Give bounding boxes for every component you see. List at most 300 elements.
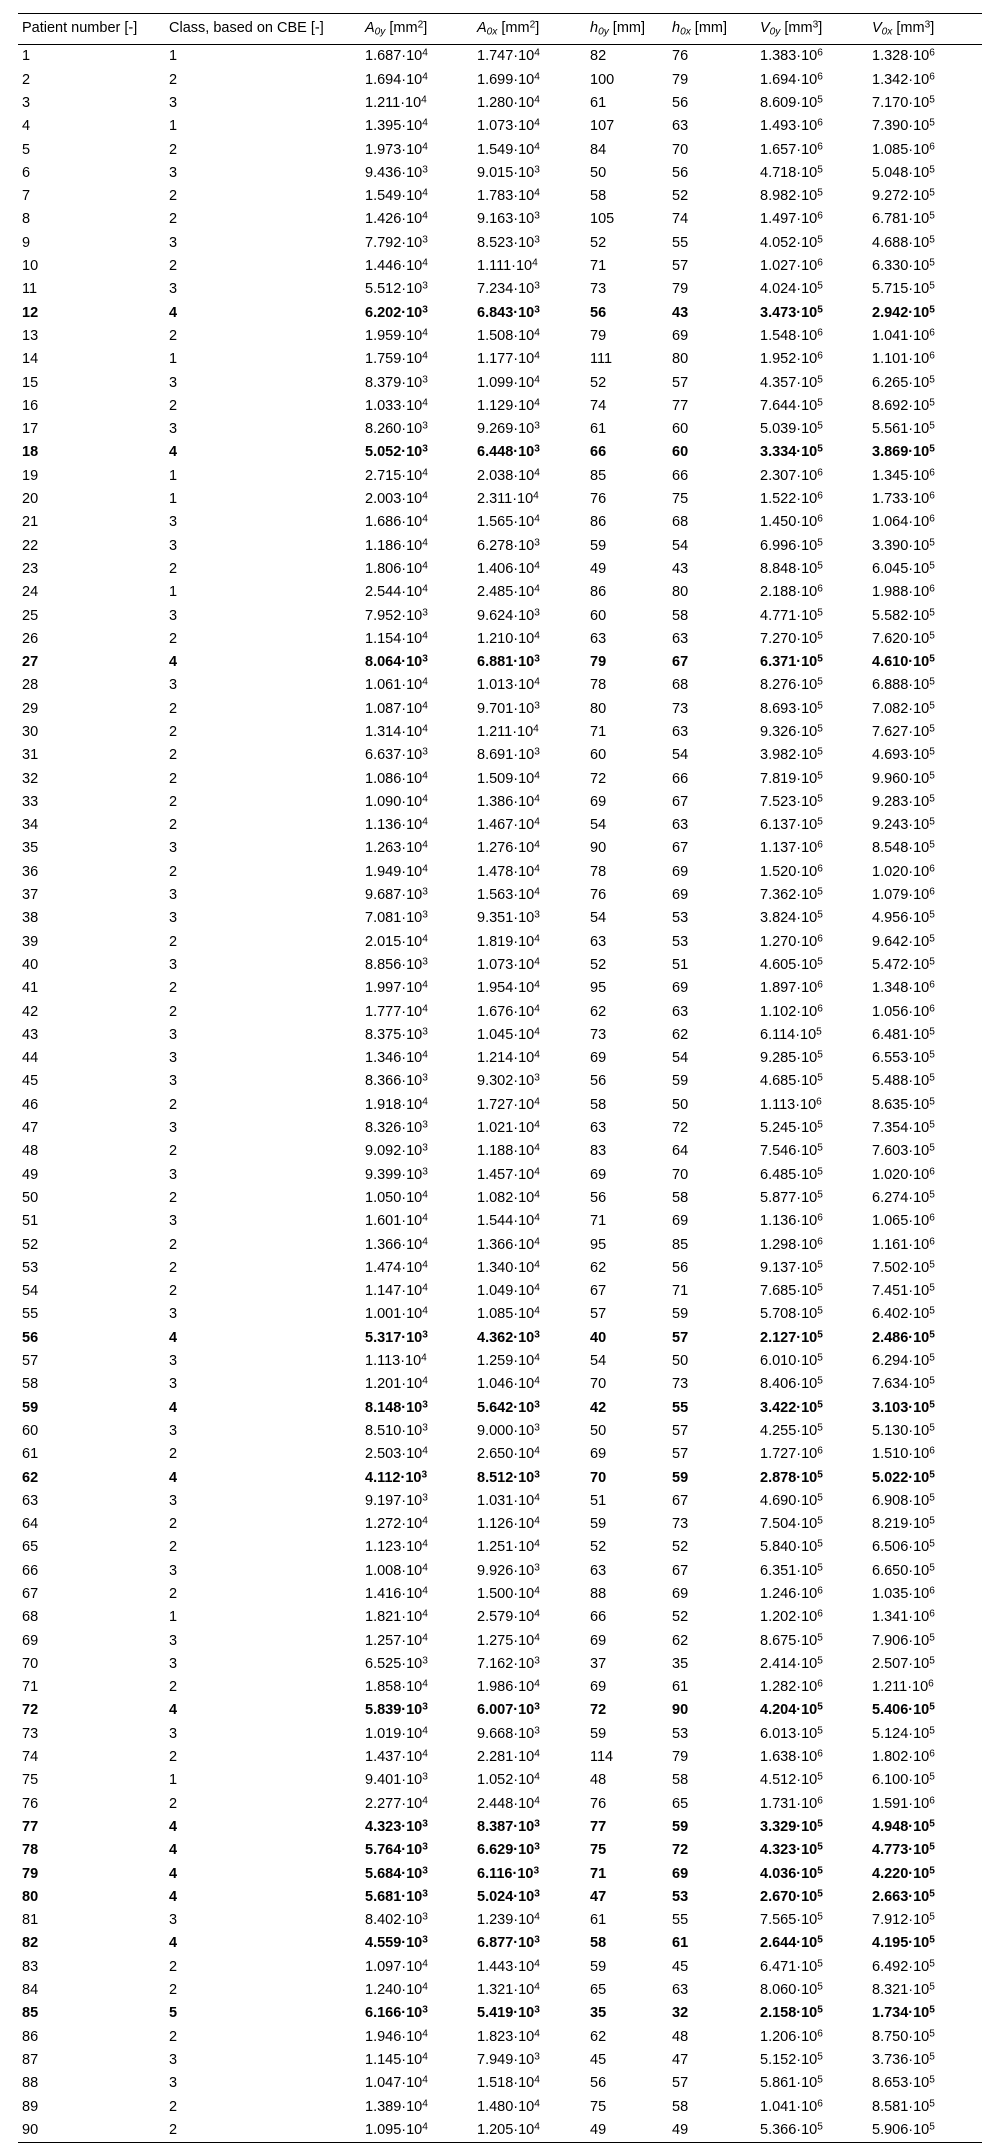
table-cell: $5.052\cdot 10^3$: [365, 443, 428, 461]
table-cell: $1.342\cdot 10^6$: [872, 71, 935, 88]
table-cell: 3: [169, 1492, 178, 1509]
table-cell: 73: [590, 1026, 607, 1043]
table-cell: $8.523\cdot 10^3$: [477, 234, 540, 251]
table-cell: 1: [169, 491, 178, 508]
table-cell: $4.512\cdot 10^5$: [760, 1771, 823, 1789]
table-cell: $3.422\cdot 10^5$: [760, 1399, 823, 1416]
table-cell: $1.270\cdot 10^6$: [760, 933, 823, 950]
table-cell: $1.443\cdot 10^4$: [477, 1958, 540, 1975]
table-cell: $7.362\cdot 10^5$: [760, 886, 823, 904]
table-cell: $1.239\cdot 10^4$: [477, 1911, 540, 1929]
table-cell: 3: [169, 1120, 178, 1137]
table-row: [18, 464, 982, 487]
table-cell: $2.038\cdot 10^4$: [477, 467, 540, 484]
table-cell: $4.948\cdot 10^5$: [872, 1818, 935, 1835]
table-cell: $9.272\cdot 10^5$: [872, 187, 935, 205]
table-cell: 111: [590, 351, 613, 368]
table-cell: 59: [590, 1725, 607, 1742]
table-row: [18, 767, 982, 790]
table-cell: 3: [169, 887, 178, 904]
table-row: [18, 1862, 982, 1885]
table-cell: $1.136\cdot 10^6$: [760, 1212, 823, 1230]
table-cell: 65: [672, 1795, 689, 1812]
table-cell: 67: [672, 654, 689, 671]
table-cell: $1.493\cdot 10^6$: [760, 117, 823, 135]
table-cell: 52: [590, 1539, 607, 1556]
table-cell: 70: [672, 141, 689, 158]
table-cell: $1.056\cdot 10^6$: [872, 1003, 935, 1020]
table-cell: $8.692\cdot 10^5$: [872, 397, 935, 414]
table-cell: $1.257\cdot 10^4$: [365, 1632, 428, 1649]
table-cell: $1.206\cdot 10^6$: [760, 2028, 823, 2045]
table-cell: $1.090\cdot 10^4$: [365, 793, 428, 810]
table-cell: $1.021\cdot 10^4$: [477, 1119, 540, 1137]
table-cell: 71: [590, 724, 607, 740]
table-cell: 66: [672, 770, 689, 787]
table-cell: $1.211\cdot 10^4$: [365, 94, 427, 111]
table-cell: $1.952\cdot 10^6$: [760, 350, 823, 368]
table-cell: 67: [672, 840, 689, 857]
table-cell: 71: [22, 1679, 39, 1696]
table-cell: $1.687\cdot 10^4$: [365, 47, 428, 65]
table-cell: $1.214\cdot 10^4$: [477, 1049, 540, 1067]
column-header: $A_{0y}$ $[mm^2]$: [361, 14, 473, 45]
table-cell: 72: [22, 1702, 39, 1719]
table-cell: $1.601\cdot 10^4$: [365, 1212, 428, 1230]
table-cell: $8.693\cdot 10^5$: [760, 700, 823, 717]
table-cell: 86: [22, 2028, 39, 2045]
table-cell: 2: [169, 630, 178, 647]
table-cell: $1.177\cdot 10^4$: [477, 350, 540, 368]
table-cell: $4.773\cdot 10^5$: [872, 1841, 935, 1859]
table-cell: 49: [668, 2118, 756, 2142]
table-cell: 56: [590, 1189, 607, 1206]
table-cell: 69: [672, 1213, 689, 1230]
table-row: [18, 1606, 982, 1629]
table-cell: $7.627\cdot 10^5$: [872, 723, 935, 740]
table-cell: 69: [22, 1632, 39, 1649]
table-cell: 70: [590, 1376, 607, 1393]
table-cell: 57: [672, 258, 689, 275]
table-cell: 77: [22, 1818, 39, 1835]
table-cell: 10: [22, 258, 39, 275]
table-row: [18, 534, 982, 557]
table-cell: 59: [672, 1818, 689, 1835]
table-cell: $1.426\cdot 10^4$: [365, 210, 428, 228]
table-cell: 71: [590, 1213, 607, 1230]
table-cell: 55: [672, 1399, 689, 1416]
table-cell: 2: [169, 1539, 178, 1556]
table-cell: 68: [672, 677, 689, 694]
table-cell: 3: [169, 374, 178, 391]
table-cell: 3: [169, 1050, 178, 1067]
table-cell: $5.022\cdot 10^5$: [872, 1468, 935, 1486]
table-cell: 55: [672, 234, 689, 251]
table-cell: $1.694\cdot 10^4$: [365, 71, 428, 88]
table-cell: 61: [672, 1935, 689, 1952]
table-cell: $1.727\cdot 10^4$: [477, 1096, 540, 1113]
table-cell: 66: [590, 444, 607, 461]
table-row: [18, 860, 982, 883]
table-cell: $7.603\cdot 10^5$: [872, 1142, 935, 1160]
table-cell: $1.020\cdot 10^6$: [872, 1166, 935, 1183]
table-cell: $5.488\cdot 10^5$: [872, 1072, 935, 1090]
table-cell: 44: [22, 1050, 39, 1067]
table-cell: $5.048\cdot 10^5$: [872, 164, 935, 181]
table-cell: 1: [169, 118, 178, 135]
table-cell: $2.942\cdot 10^5$: [872, 304, 935, 321]
table-cell: 52: [590, 234, 607, 251]
table-cell: 39: [22, 933, 39, 950]
table-cell: $1.033\cdot 10^4$: [365, 397, 428, 414]
table-row: [18, 954, 982, 977]
table-cell: $1.211\cdot 10^4$: [477, 723, 539, 740]
table-cell: $1.386\cdot 10^4$: [477, 793, 540, 810]
table-cell: $7.949\cdot 10^3$: [477, 2051, 540, 2068]
table-cell: 75: [22, 1772, 39, 1789]
table-cell: $8.366\cdot 10^3$: [365, 1072, 428, 1090]
table-cell: 50: [22, 1189, 39, 1206]
table-cell: 79: [672, 71, 689, 88]
table-cell: $1.321\cdot 10^4$: [477, 1981, 540, 1999]
table-cell: $1.259\cdot 10^4$: [477, 1352, 540, 1370]
table-cell: $6.485\cdot 10^5$: [760, 1166, 823, 1183]
table-cell: 4: [169, 654, 178, 671]
table-cell: 69: [590, 1446, 607, 1463]
table-cell: 3: [169, 956, 178, 973]
table-cell: 78: [22, 1842, 39, 1859]
table-cell: $1.137\cdot 10^6$: [760, 839, 823, 857]
table-cell: 13: [22, 327, 39, 344]
table-cell: $8.148\cdot 10^3$: [365, 1399, 428, 1416]
table-cell: $1.821\cdot 10^4$: [365, 1608, 428, 1626]
table-cell: 9: [22, 234, 31, 251]
table-row: [18, 441, 982, 464]
table-row: [18, 255, 982, 278]
table-cell: 63: [590, 933, 607, 950]
table-cell: $1.591\cdot 10^6$: [872, 1795, 935, 1812]
table-row: [18, 1699, 982, 1722]
table-cell: $1.211\cdot 10^6$: [872, 1678, 934, 1696]
table-cell: $5.245\cdot 10^5$: [760, 1119, 823, 1137]
table-cell: $1.065\cdot 10^6$: [872, 1212, 935, 1230]
table-cell: 4: [169, 1399, 178, 1416]
table-cell: $4.024\cdot 10^5$: [760, 280, 823, 298]
table-cell: 28: [22, 677, 39, 694]
table-cell: $1.733\cdot 10^6$: [872, 490, 935, 508]
table-cell: $1.082\cdot 10^4$: [477, 1189, 540, 1206]
table-cell: $2.503\cdot 10^4$: [365, 1445, 428, 1463]
table-cell: 71: [590, 258, 607, 275]
table-cell: 59: [22, 1399, 39, 1416]
table-cell: 71: [590, 1865, 607, 1882]
table-cell: 2: [169, 933, 178, 950]
table-cell: 30: [22, 724, 39, 740]
table-cell: 72: [672, 1120, 689, 1137]
table-cell: 3: [169, 677, 178, 694]
table-cell: 2: [169, 700, 178, 717]
table-cell: 69: [590, 793, 607, 810]
table-cell: $2.507\cdot 10^5$: [872, 1655, 935, 1672]
table-cell: 1: [169, 467, 178, 484]
table-cell: 3: [169, 1213, 178, 1230]
table-cell: $4.112\cdot 10^3$: [365, 1468, 428, 1486]
table-row: [18, 651, 982, 674]
table-cell: 56: [672, 1259, 689, 1276]
table-cell: $1.777\cdot 10^4$: [365, 1003, 428, 1020]
table-cell: 80: [672, 351, 689, 368]
table-cell: 54: [672, 1050, 689, 1067]
table-row: [18, 627, 982, 650]
table-cell: $5.317\cdot 10^3$: [365, 1329, 428, 1346]
table-row: [18, 884, 982, 907]
table-cell: $7.792\cdot 10^3$: [365, 234, 428, 251]
table-row: [18, 1350, 982, 1373]
table-row: [18, 1559, 982, 1582]
table-cell: $1.201\cdot 10^4$: [365, 1375, 428, 1393]
table-cell: 67: [590, 1283, 607, 1300]
table-cell: 88: [22, 2075, 39, 2092]
table-cell: 57: [590, 1306, 607, 1323]
table-cell: 59: [672, 1073, 689, 1090]
table-cell: $6.908\cdot 10^5$: [872, 1492, 935, 1509]
table-cell: $4.685\cdot 10^5$: [760, 1072, 823, 1090]
table-cell: $1.657\cdot 10^6$: [760, 141, 823, 158]
table-cell: 64: [672, 1143, 689, 1160]
table-cell: 57: [672, 374, 689, 391]
table-cell: 56: [22, 1329, 39, 1346]
table-cell: 47: [590, 1888, 607, 1905]
table-cell: 69: [672, 863, 689, 880]
table-cell: $8.512\cdot 10^3$: [477, 1468, 540, 1486]
table-cell: 3: [169, 1026, 178, 1043]
table-cell: 67: [672, 1492, 689, 1509]
table-cell: $5.861\cdot 10^5$: [760, 2074, 823, 2092]
table-cell: $8.609\cdot 10^5$: [760, 94, 823, 111]
table-cell: $6.166\cdot 10^3$: [365, 2004, 428, 2022]
table-cell: $1.450\cdot 10^6$: [760, 513, 823, 531]
table-cell: $6.294\cdot 10^5$: [872, 1352, 935, 1370]
table-cell: $6.114\cdot 10^5$: [760, 1026, 822, 1043]
table-cell: $1.474\cdot 10^4$: [365, 1259, 428, 1276]
table-cell: $1.946\cdot 10^4$: [365, 2028, 428, 2045]
table-cell: $8.387\cdot 10^3$: [477, 1818, 540, 1835]
table-container: [18, 13, 982, 2143]
table-cell: 53: [672, 933, 689, 950]
table-cell: $1.001\cdot 10^4$: [365, 1305, 428, 1323]
table-row: [18, 814, 982, 837]
table-cell: 62: [672, 1632, 689, 1649]
table-cell: 4: [22, 118, 31, 135]
table-cell: $1.161\cdot 10^6$: [872, 1235, 935, 1253]
table-cell: $1.263\cdot 10^4$: [365, 839, 428, 857]
table-cell: $1.085\cdot 10^4$: [477, 1305, 540, 1323]
table-cell: $1.136\cdot 10^4$: [365, 816, 428, 834]
table-row: [18, 231, 982, 254]
table-cell: 84: [22, 1982, 39, 1999]
table-cell: $9.163\cdot 10^3$: [477, 210, 540, 228]
table-cell: $9.668\cdot 10^3$: [477, 1725, 540, 1742]
table-cell: $1.013\cdot 10^4$: [477, 676, 540, 694]
table-cell: $9.436\cdot 10^3$: [365, 164, 428, 181]
table-cell: $1.406\cdot 10^4$: [477, 560, 540, 577]
table-cell: $1.806\cdot 10^4$: [365, 560, 428, 577]
table-row: [18, 1932, 982, 1955]
table-body: [18, 45, 982, 2143]
table-cell: $1.986\cdot 10^4$: [477, 1678, 540, 1696]
table-cell: $8.675\cdot 10^5$: [760, 1632, 823, 1649]
table-row: [18, 1373, 982, 1396]
table-row: [18, 68, 982, 91]
table-cell: $9.269\cdot 10^3$: [477, 420, 540, 438]
table-cell: 76: [590, 887, 607, 904]
table-cell: 85: [22, 2005, 39, 2022]
table-cell: $7.685\cdot 10^5$: [760, 1282, 823, 1300]
table-cell: 65: [22, 1539, 39, 1556]
table-cell: 2: [169, 724, 178, 740]
table-row: [18, 1652, 982, 1675]
table-cell: $1.145\cdot 10^4$: [365, 2051, 428, 2068]
table-cell: 62: [590, 2028, 607, 2045]
table-cell: $5.877\cdot 10^5$: [760, 1189, 823, 1206]
table-cell: 79: [672, 281, 689, 298]
table-cell: $4.052\cdot 10^5$: [760, 234, 823, 251]
table-cell: $1.858\cdot 10^4$: [365, 1678, 428, 1696]
table-cell: $5.472\cdot 10^5$: [872, 956, 935, 973]
table-cell: $8.848\cdot 10^5$: [760, 560, 823, 577]
table-row: [18, 1163, 982, 1186]
table-cell: $1.366\cdot 10^4$: [477, 1235, 540, 1253]
column-header: $h_{0x}$ [mm]: [668, 14, 756, 45]
table-cell: 76: [22, 1795, 39, 1812]
table-cell: $1.049\cdot 10^4$: [477, 1282, 540, 1300]
table-cell: $5.366\cdot 10^5$: [756, 2118, 868, 2142]
table-cell: $5.708\cdot 10^5$: [760, 1305, 823, 1323]
table-cell: $5.561\cdot 10^5$: [872, 420, 935, 438]
table-cell: $1.041\cdot 10^6$: [760, 2097, 823, 2115]
table-cell: $9.351\cdot 10^3$: [477, 909, 540, 927]
table-cell: $1.008\cdot 10^4$: [365, 1562, 428, 1579]
table-cell: 3: [169, 1562, 178, 1579]
table-cell: 3: [169, 1166, 178, 1183]
table-row: [18, 92, 982, 115]
table-cell: $1.341\cdot 10^6$: [872, 1608, 935, 1626]
table-cell: $1.346\cdot 10^4$: [365, 1049, 428, 1067]
table-cell: $1.129\cdot 10^4$: [477, 397, 540, 414]
table-cell: $5.406\cdot 10^5$: [872, 1701, 935, 1719]
table-cell: $6.448\cdot 10^3$: [477, 443, 540, 461]
table-cell: $1.097\cdot 10^4$: [365, 1958, 428, 1975]
table-cell: $4.362\cdot 10^3$: [477, 1329, 540, 1346]
table-cell: 58: [672, 2098, 689, 2115]
table-cell: $1.437\cdot 10^4$: [365, 1748, 428, 1766]
table-row: [18, 1140, 982, 1163]
table-cell: 2: [169, 2098, 178, 2115]
table-row: [18, 1746, 982, 1769]
table-cell: $5.840\cdot 10^5$: [760, 1538, 823, 1556]
table-cell: 80: [590, 700, 607, 717]
table-cell: 34: [22, 817, 39, 834]
table-cell: $5.684\cdot 10^3$: [365, 1864, 428, 1882]
table-row: [18, 930, 982, 953]
table-cell: 78: [590, 677, 607, 694]
table-cell: $6.278\cdot 10^3$: [477, 537, 540, 554]
table-cell: $1.186\cdot 10^4$: [365, 537, 428, 554]
table-row: [18, 1839, 982, 1862]
table-row: [18, 558, 982, 581]
table-cell: $3.103\cdot 10^5$: [872, 1399, 935, 1416]
table-cell: 3: [169, 1422, 178, 1439]
table-cell: 4: [169, 1888, 178, 1905]
table-cell: $1.348\cdot 10^6$: [872, 979, 935, 997]
table-row: [18, 1233, 982, 1256]
table-cell: 58: [672, 607, 689, 624]
table-cell: 78: [590, 863, 607, 880]
table-cell: $1.095\cdot 10^4$: [361, 2118, 473, 2142]
table-cell: $1.113\cdot 10^6$: [760, 1096, 822, 1113]
table-cell: 81: [22, 1912, 39, 1929]
table-cell: 43: [672, 560, 689, 577]
table-cell: 2: [169, 2028, 178, 2045]
table-row: [18, 2049, 982, 2072]
table-cell: $7.819\cdot 10^5$: [760, 770, 823, 787]
table-cell: 4: [169, 1469, 178, 1486]
table-cell: 70: [590, 1469, 607, 1486]
table-cell: 4: [169, 1818, 178, 1835]
table-cell: $5.130\cdot 10^5$: [872, 1422, 935, 1439]
table-row: [18, 744, 982, 767]
table-cell: 69: [672, 1585, 689, 1602]
table-cell: 71: [672, 1283, 689, 1300]
table-cell: $1.047\cdot 10^4$: [365, 2074, 428, 2092]
table-cell: $1.954\cdot 10^4$: [477, 979, 540, 997]
table-row: [18, 325, 982, 348]
table-cell: $1.298\cdot 10^6$: [760, 1235, 823, 1253]
table-cell: $7.952\cdot 10^3$: [365, 606, 428, 624]
table-cell: 90: [590, 840, 607, 857]
table-cell: $9.283\cdot 10^5$: [872, 793, 935, 810]
table-cell: $7.644\cdot 10^5$: [760, 397, 823, 414]
table-cell: $8.691\cdot 10^3$: [477, 746, 540, 764]
table-cell: $4.204\cdot 10^5$: [760, 1701, 823, 1719]
table-cell: 3: [169, 2075, 178, 2092]
table-cell: $8.321\cdot 10^5$: [872, 1981, 935, 1999]
table-cell: 40: [590, 1329, 607, 1346]
table-cell: $5.582\cdot 10^5$: [872, 606, 935, 624]
table-row: [18, 418, 982, 441]
table-cell: 19: [22, 467, 39, 484]
table-cell: $1.272\cdot 10^4$: [365, 1515, 428, 1533]
table-cell: $3.473\cdot 10^5$: [760, 304, 823, 321]
table-cell: $2.277\cdot 10^4$: [365, 1795, 428, 1812]
table-cell: $2.544\cdot 10^4$: [365, 583, 428, 601]
table-cell: $1.045\cdot 10^4$: [477, 1026, 540, 1043]
table-cell: $6.351\cdot 10^5$: [760, 1562, 823, 1579]
table-cell: 52: [22, 1236, 39, 1253]
table-cell: 23: [22, 560, 39, 577]
table-cell: $4.195\cdot 10^5$: [872, 1934, 935, 1952]
table-cell: $1.035\cdot 10^6$: [872, 1585, 935, 1602]
table-cell: 48: [22, 1143, 39, 1160]
table-row: [18, 1093, 982, 1116]
table-cell: 3: [169, 1353, 178, 1370]
table-cell: 60: [672, 421, 689, 438]
table-cell: $3.824\cdot 10^5$: [760, 909, 823, 927]
table-cell: $1.467\cdot 10^4$: [477, 816, 540, 834]
table-cell: 63: [672, 817, 689, 834]
table-cell: $6.629\cdot 10^3$: [477, 1841, 540, 1859]
table-row: [18, 2095, 982, 2118]
